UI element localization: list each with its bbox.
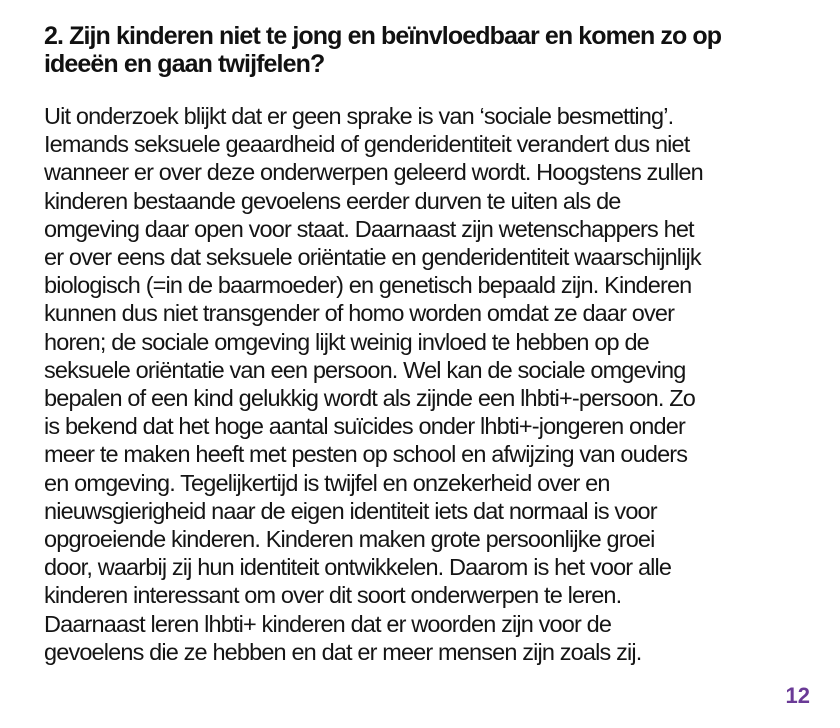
paragraph-line: is bekend dat het hoge aantal suïcides onder lhbti+-jongeren onder xyxy=(44,413,685,440)
paragraph-line: en omgeving. Tegelijkertijd is twijfel en onzekerheid over en xyxy=(44,469,610,496)
paragraph-line: opgroeiende kinderen. Kinderen maken grote persoonlijke groei xyxy=(44,526,655,553)
paragraph-line: gevoelens die ze hebben en dat er meer mensen zijn zoals zij. xyxy=(44,638,642,665)
paragraph-line: horen; de sociale omgeving lijkt weinig invloed te hebben op de xyxy=(44,328,649,355)
question-heading xyxy=(44,22,824,78)
paragraph-line: kinderen bestaande gevoelens eerder durven te uiten als de xyxy=(44,187,621,214)
paragraph-line: omgeving daar open voor staat. Daarnaast zijn wetenschappers het xyxy=(44,215,694,242)
paragraph-line: Iemands seksuele geaardheid of genderidentiteit verandert dus niet xyxy=(44,131,690,158)
paragraph-line: nieuwsgierigheid naar de eigen identiteit iets dat normaal is voor xyxy=(44,497,657,524)
paragraph-line: biologisch (=in de baarmoeder) en genetisch bepaald zijn. Kinderen xyxy=(44,272,692,299)
paragraph-line: kunnen dus niet transgender of homo worden omdat ze daar over xyxy=(44,300,675,327)
heading-line: ideeën en gaan twijfelen? xyxy=(44,50,325,78)
paragraph-line: bepalen of een kind gelukkig wordt als zijnde een lhbti+-persoon. Zo xyxy=(44,385,695,412)
paragraph-line: Uit onderzoek blijkt dat er geen sprake is van ‘sociale besmetting’. xyxy=(44,103,674,129)
heading-line: 2. Zijn kinderen niet te jong en beïnvloedbaar en komen zo op xyxy=(44,22,722,50)
answer-paragraph xyxy=(44,102,824,666)
paragraph-line: meer te maken heeft met pesten op school en afwijzing van ouders xyxy=(44,441,688,468)
paragraph-line: door, waarbij zij hun identiteit ontwikkelen. Daarom is het voor alle xyxy=(44,554,672,581)
paragraph-line: er over eens dat seksuele oriëntatie en genderidentiteit waarschijnlijk xyxy=(44,244,701,271)
paragraph-line: seksuele oriëntatie van een persoon. Wel kan de sociale omgeving xyxy=(44,356,686,383)
page-number: 12 xyxy=(785,683,810,708)
paragraph-line: Daarnaast leren lhbti+ kinderen dat er woorden zijn voor de xyxy=(44,610,612,637)
paragraph-line: wanneer er over deze onderwerpen geleerd wordt. Hoogstens zullen xyxy=(44,159,703,186)
paragraph-line: kinderen interessant om over dit soort onderwerpen te leren. xyxy=(44,582,622,609)
